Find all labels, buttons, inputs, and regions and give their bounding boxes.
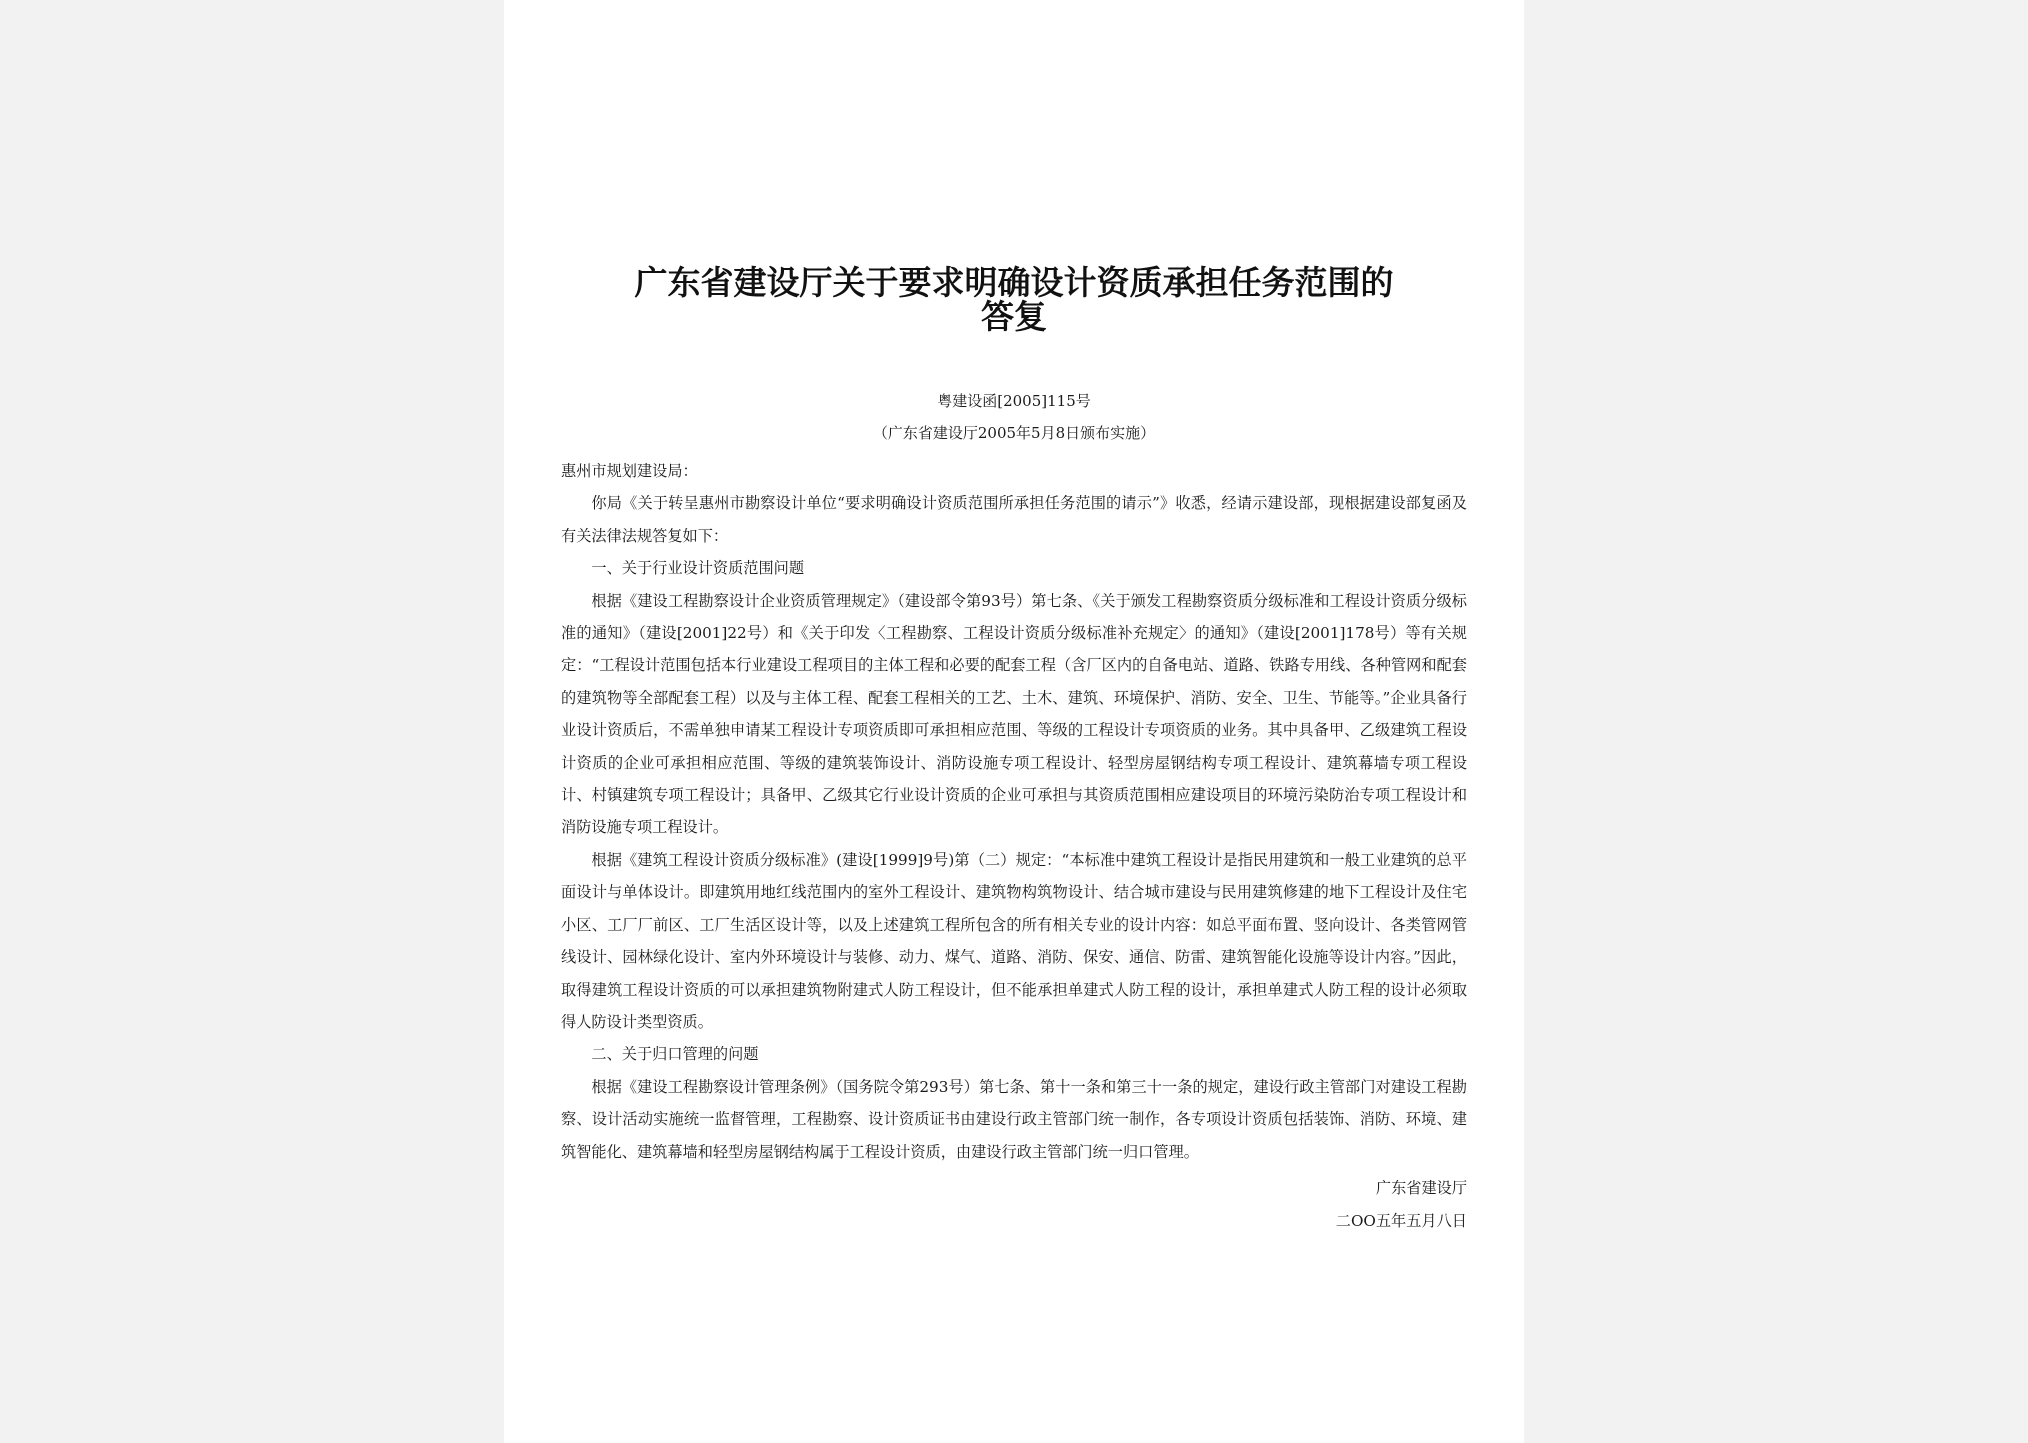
signature-date: 二OO五年五月八日	[1335, 1212, 1467, 1230]
document-title-line-1: 广东省建设厅关于要求明确设计资质承担任务范围的	[634, 263, 1394, 302]
section-heading-2: 二、关于归口管理的问题	[591, 1045, 759, 1064]
section-heading-1: 一、关于行业设计资质范围问题	[591, 559, 805, 578]
document-page	[504, 0, 1524, 1443]
signature-organization: 广东省建设厅	[1375, 1179, 1467, 1197]
paragraph-centralized-management: 根据《建设工程勘察设计管理条例》（国务院令第293号）第七条、第十一条和第三十一条的规定，建设行政主管部门对建设工程勘察、设计活动实施统一监督管理，工程勘察、设计资质证书由建设行政主管部门统一制作，各专项设计资质包括装饰、消防、环境、建筑智能化、建筑幕墙和轻型房屋钢结构属于工程设计资质，由建设行政主管部门统一归口管理。	[561, 1077, 1467, 1161]
document-title-line-2: 答复	[981, 297, 1047, 336]
document-body	[561, 455, 1467, 1168]
paragraph-intro: 你局《关于转呈惠州市勘察设计单位“要求明确设计资质范围所承担任务范围的请示”》收悉，经请示建设部，现根据建设部复函及有关法律法规答复如下：	[561, 494, 1467, 545]
paragraph-building-design-standard: 根据《建筑工程设计资质分级标准》(建设[1999]9号)第（二）规定：“本标准中建筑工程设计是指民用建筑和一般工业建筑的总平面设计与单体设计。即建筑用地红线范围内的室外工程设计、建筑物构筑物设计、结合城市建设与民用建筑修建的地下工程设计及住宅小区、工厂厂前区、工厂生活区设计等，以及上述建筑工程所包含的所有相关专业的设计内容：如总平面布置、竖向设计、各类管网管线设计、园林绿化设计、室内外环境设计与装修、动力、煤气、道路、消防、保安、通信、防雷、建筑智能化设施等设计内容。”因此，取得建筑工程设计资质的可以承担建筑物附建式人防工程设计，但不能承担单建式人防工程的设计，承担单建式人防工程的设计必须取得人防设计类型资质。	[561, 850, 1467, 1031]
paragraph-industry-qualification: 根据《建设工程勘察设计企业资质管理规定》（建设部令第93号）第七条、《关于颁发工程勘察资质分级标准和工程设计资质分级标准的通知》（建设[2001]22号）和《关于印发〈工程勘察、工程设计资质分级标准补充规定〉的通知》（建设[2001]178号）等有关规定：“工程设计范围包括本行业建设工程项目的主体工程和必要的配套工程（含厂区内的自备电站、道路、铁路专用线、各种管网和配套的建筑物等全部配套工程）以及与主体工程、配套工程相关的工艺、土木、建筑、环境保护、消防、安全、卫生、节能等。”企业具备行业设计资质后，不需单独申请某工程设计专项资质即可承担相应范围、等级的工程设计专项资质的业务。其中具备甲、乙级建筑工程设计资质的企业可承担相应范围、等级的建筑装饰设计、消防设施专项工程设计、轻型房屋钢结构专项工程设计、建筑幕墙专项工程设计、村镇建筑专项工程设计；具备甲、乙级其它行业设计资质的企业可承担与其资质范围相应建设项目的环境污染防治专项工程设计和消防设施专项工程设计。	[561, 591, 1467, 837]
document-number: 粤建设函[2005]115号	[937, 392, 1091, 410]
salutation: 惠州市规划建设局：	[561, 462, 698, 480]
issue-note: （广东省建设厅2005年5月8日颁布实施）	[872, 424, 1156, 442]
